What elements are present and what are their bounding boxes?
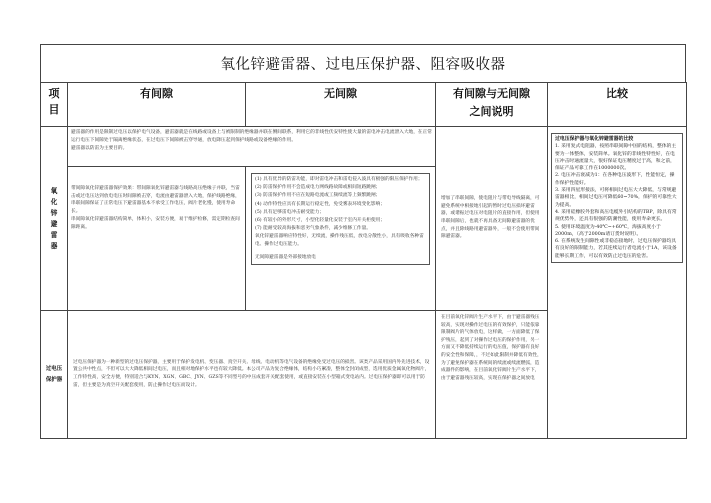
arrester-intro-purpose: 避雷器以防雷为主要目的。 bbox=[71, 146, 128, 152]
arrester-with-gap-cell bbox=[68, 167, 246, 311]
nogap-item: (6) 有较小的外形尺寸，小型化轻量化安装于室内开关柜使用； bbox=[255, 217, 386, 223]
comparison-item: 2. 电压冲击衰减为1：在各种电压波形下，性能恒定，操作保护性能好。 bbox=[555, 173, 675, 186]
arrester-with-gap-note: 串间隙氧化锌避雷器结构简单，体积小，安装方便，易于维护检修，需定期检查间隙距离。 bbox=[71, 217, 240, 230]
comparison-item: 1. 采用复式电阻器，按照串联间隙中国的结构，整体的主要为一体整体，安装简单。氧化锌的非线性特性好，在电压冲击时通流量大，很好保证电压精度过于高，和之前，保证产品可靠工作在1000000次。 bbox=[555, 144, 677, 172]
header-item: 项目 bbox=[41, 83, 68, 127]
nogap-summary: 氧化锌避雷器响应特性好，无续流，操作残压低，放电分散性小，具有吸收各种雷电、操作过电压能力。 bbox=[255, 234, 424, 247]
comparison-item: 4. 采用硅橡胶外套和高压电缆外引结构的TBP，除具有常规优势外，还具有很强的防潮性能，使用寿命更长。 bbox=[555, 209, 677, 223]
header-difference bbox=[436, 83, 548, 127]
arrester-with-gap-text: 带间隙氧化锌避雷器保护效果：带间隙氧化锌避雷器与线路高压绝缘子并联，当雷击或过电压达到放电电压时间隙被击穿，电流由避雷器泄入大地，保护线路绝缘，串联间隙保证了正常电压下避雷器基本不承受工作电压，阀片老化慢，使用寿命长。 bbox=[71, 186, 240, 214]
header-difference-line2: 之间说明 bbox=[469, 105, 514, 118]
nogap-item: (3) 防雷保护作用不应在短路电流或工频续流等上频繁跳闸； bbox=[255, 193, 381, 199]
table-header-row bbox=[41, 83, 687, 127]
comparison-item: 6. 在系统发生间隙性或非稳态接地时，过电压保护器均具有良好的限制能力，若其连续运行者电流小于1A，该设备能够长期工作，可以有效防止过电压的危害。 bbox=[555, 239, 677, 259]
comparison-item: 5. 使用环境温度为-40℃~+60℃，海拔高度小于2000m，（高于2000m请订货时说明）。 bbox=[555, 224, 661, 237]
comparison-box bbox=[551, 133, 683, 263]
table-row-arrester-intro bbox=[41, 127, 687, 167]
comparison-heading: 过电压保护器与氧化锌避雷器的比较 bbox=[555, 136, 634, 142]
protector-description-text: 过电压保护器为一种新型的过电压保护器，主要用于保护发电机、变压器、真空开关、母线、电动机等电气设备的绝缘免受过电压的损害。该类产品采用国内外先进技术，设置公共中性点，不但可以大大降低相间过电压，而且相对地保护水平也有较大降低。本公司产品为复合绝缘体，结构小巧紧凑，整体全封闭成型，选用优质金属氧化物阀片，工作特性高，安全方便，特别适合与KYN、XGN、GBC、JYN、GZS等不同型号的中压成套开关配套使用，或直接安装在小型箱式变电站内。过电压保护器即可以用于防雷，但主要是为真空开关配套使用，防止操作过电压而设计。 bbox=[73, 359, 430, 388]
nogap-item: (1) 具有优异的防雷功能，即对雷电冲击和雷电侵入波具有极强的限压保护作用； bbox=[255, 177, 423, 182]
nogap-item: (5) 具有足够雷电冲击耐受能力； bbox=[255, 209, 325, 215]
arrester-intro-cell bbox=[68, 127, 436, 167]
header-compare: 比较 bbox=[548, 83, 687, 127]
nogap-grounding: 无间隙避雷器是外部接地放电 bbox=[255, 254, 316, 260]
arrester-without-gap-cell bbox=[246, 167, 436, 311]
protector-difference-cell bbox=[436, 311, 548, 439]
row-label-protector: 过电压 保护器 bbox=[41, 311, 68, 439]
nogap-item: (2) 防雷保护作用不会造成电力网线路故障或相间短路跳闸； bbox=[255, 185, 381, 191]
header-without-gap: 无间隙 bbox=[246, 83, 436, 127]
nogap-item: (4) 动作特性应具有长期运行稳定性，免受雾表环境变化影响； bbox=[255, 201, 386, 207]
document-title: 氧化锌避雷器、过电压保护器、阻容吸收器 bbox=[40, 44, 686, 82]
header-difference-line1: 有间隙与无间隙 bbox=[453, 87, 530, 100]
comparison-cell bbox=[548, 127, 687, 439]
header-with-gap: 有间隙 bbox=[68, 83, 246, 127]
arrester-intro-text: 避雷器的作用是限制过电压以保护电气设备，避雷器就是在线路或设备上与被限制的绝缘器并联在侧间联系，利用它的非线性伏安特性使大量的雷电冲击电流泄入大地，在正常运行电压下间隙处于隔离绝缘状态，在过电压下间隙被击穿导通，放电降压起到保护线路或设备绝缘的作用。 bbox=[71, 130, 432, 143]
document-page bbox=[40, 44, 686, 488]
comparison-table bbox=[40, 82, 687, 439]
nogap-item: (7) 能耐受较高海拔和恶劣气象条件，减少维修工作量。 bbox=[255, 226, 371, 232]
arrester-difference-cell bbox=[436, 127, 548, 311]
protector-difference-text: 在目前氧化锌阀片生产水平下，由于避雷器残压较高，实现对操作过电压的有效保护，只能依靠限制阀片的气体放电，这样做，一方面降低了保护残压，起到了对操作过电压的保护作用，另一方面又不降低持续运行的电压值，保护器有良好的安全性和保障，，不过如此限制并降低有效性，为了避免保护器在系统间的续流或续流燃弧，造成器件的影响，在目前氧化锌阀片生产水平下，由于避雷器残压较高，实现在保护器之间放电 bbox=[441, 315, 542, 381]
arrester-without-gap-box bbox=[251, 173, 430, 265]
arrester-difference-text: 增加了串联间隙，使电阻片与带电导线隔离，可避免系统中相接地引起的暂时过电压损坏避雷器，或谐振过电压对电阻片的直接作用，但使用串联间隙后，也就不再具备无间隙避雷器的优点，并且除线路用避雷器外，一般不会使用带间隙避雷器。 bbox=[441, 196, 540, 240]
comparison-item: 3. 采用四星形接法，可将相间过电压大大降低，与常规避雷器相比，相间过电压可降低60~70%，保护的可靠性大为提高。 bbox=[555, 188, 677, 208]
row-label-arrester: 氧 化 锌 避 雷 器 bbox=[41, 127, 68, 311]
protector-description-cell bbox=[68, 311, 436, 439]
